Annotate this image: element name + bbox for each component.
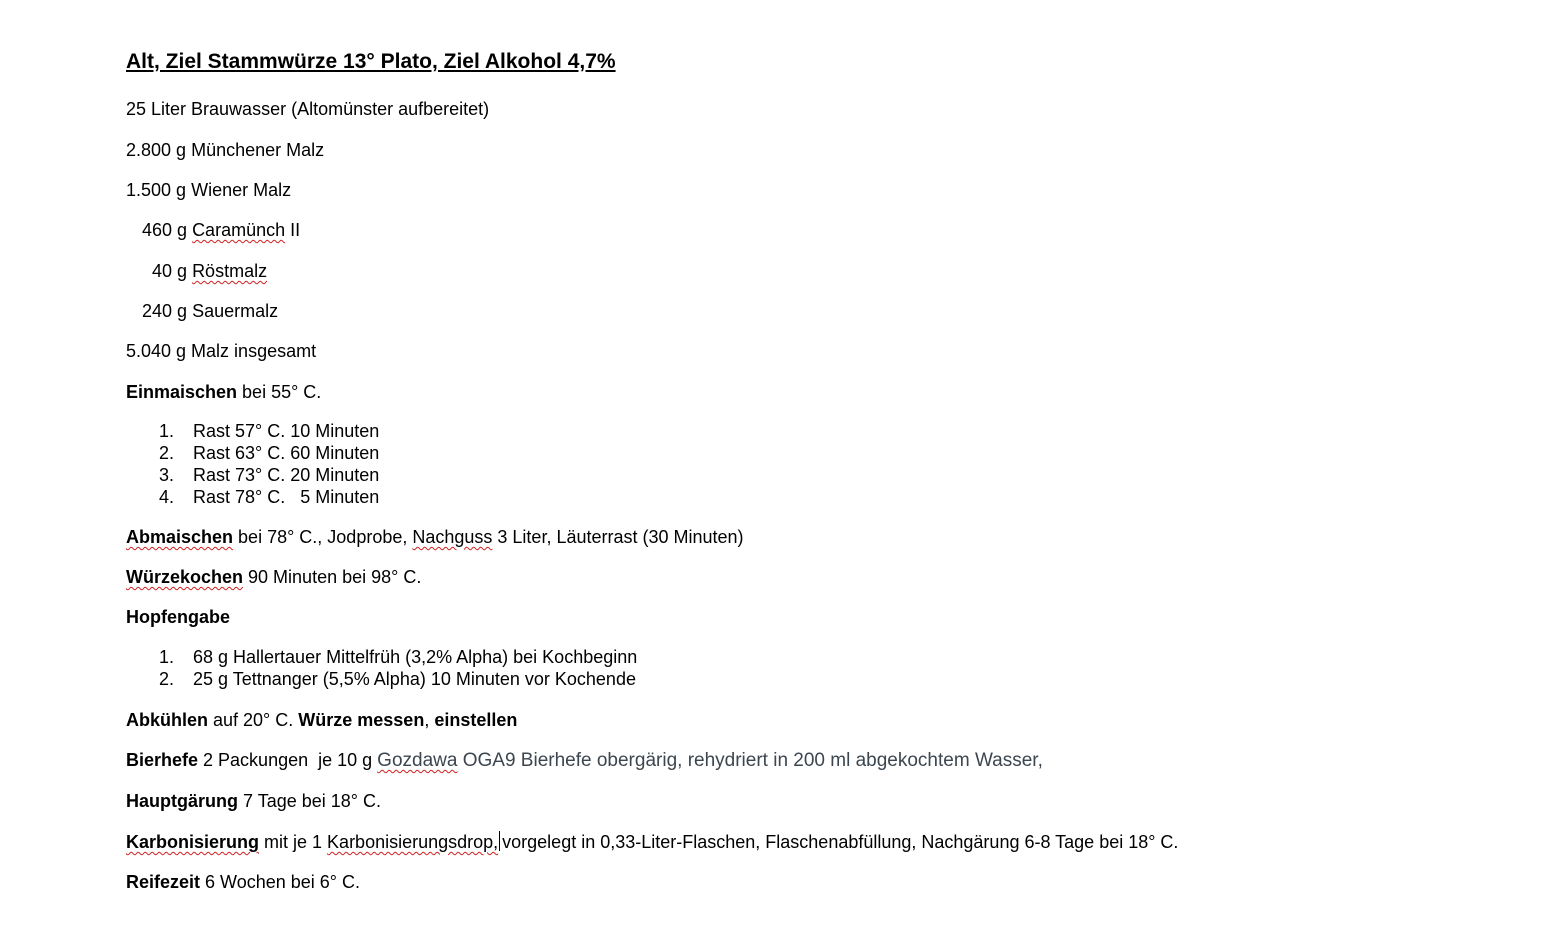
karbonisierung-line [126,831,1178,853]
rast-item: Rast 57° C. 10 Minuten [193,421,380,441]
step-label: Reifezeit [126,872,201,892]
step-label: Würze messen [298,710,425,730]
reifezeit-line [126,871,360,893]
step-text: 90 Minuten bei 98° C. [243,567,422,587]
malt-line [152,260,267,282]
malt-amount: 460 g [142,220,188,240]
step-text: bei 78° C., Jodprobe, [233,527,413,547]
malt-name: Caramünch [192,220,286,240]
list-number: 2. [159,669,175,689]
yeast-brand: Gozdawa [377,750,458,771]
step-text: 3 Liter, Läuterrast (30 Minuten) [492,527,744,547]
abkuehlen-line [126,709,517,731]
step-text: bei 55° C. [237,382,322,402]
text-cursor [499,831,500,851]
water-line: 25 Liter Brauwasser (Altomünster aufbereitet) [126,99,490,119]
bierhefe-line [126,749,1043,772]
step-label: Abkühlen [126,710,209,730]
step-label: Einmaischen [126,382,238,402]
malt-line [126,179,291,201]
malt-name: Röstmalz [192,261,268,281]
step-text: 6 Wochen bei 6° C. [200,872,360,892]
hauptgaerung-line [126,790,381,812]
yeast-description: OGA9 Bierhefe obergärig, rehydriert in 200 ml abgekochtem Wasser, [457,750,1043,771]
malt-name: Wiener Malz [191,180,292,200]
step-text: 7 Tage bei 18° C. [238,791,381,811]
step-label: Karbonisierung [126,832,260,852]
step-text: vorgelegt in 0,33-Liter-Flaschen, Flaschenabfüllung, Nachgärung 6-8 Tage bei 18° C. [502,832,1179,852]
list-number: 4. [159,487,175,507]
step-text: , [424,710,435,730]
malt-name: Münchener Malz [191,140,325,160]
step-label: Bierhefe [126,750,199,770]
malt-line [142,300,278,322]
list-number: 3. [159,465,175,485]
malt-line [126,139,324,161]
step-label: Hauptgärung [126,791,238,811]
step-text: mit je 1 [259,832,328,852]
malt-line [142,219,300,241]
recipe-title: Alt, Ziel Stammwürze 13° Plato, Ziel Alkohol 4,7% [126,50,616,73]
malt-total: 5.040 g Malz insgesamt [126,341,317,361]
malt-amount: 2.800 g [126,140,187,160]
abmaischen-line [126,526,744,548]
drop-word: Karbonisierungsdrop, [327,832,499,852]
list-number: 2. [159,443,175,463]
rast-item: Rast 73° C. 20 Minuten [193,465,380,485]
rast-item: Rast 63° C. 60 Minuten [193,443,380,463]
einmaischen-line [126,381,321,403]
malt-suffix: II [285,220,301,240]
list-number: 1. [159,421,175,441]
step-text: 2 Packungen je 10 g [198,750,378,770]
nachguss-word: Nachguss [412,527,493,547]
list-number: 1. [159,647,175,667]
step-label: einstellen [434,710,518,730]
malt-amount: 1.500 g [126,180,187,200]
malt-amount: 40 g [152,261,188,281]
hopfengabe-heading: Hopfengabe [126,607,231,627]
malt-amount: 240 g [142,301,188,321]
hop-item: 68 g Hallertauer Mittelfrüh (3,2% Alpha) bei Kochbeginn [193,647,638,667]
malt-name: Sauermalz [192,301,279,321]
step-text: auf 20° C. [208,710,299,730]
step-label: Würzekochen [126,567,244,587]
rast-item: Rast 78° C. 5 Minuten [193,487,380,507]
wuerzekochen-line [126,566,421,588]
step-label: Abmaischen [126,527,234,547]
hop-item: 25 g Tettnanger (5,5% Alpha) 10 Minuten vor Kochende [193,669,636,689]
